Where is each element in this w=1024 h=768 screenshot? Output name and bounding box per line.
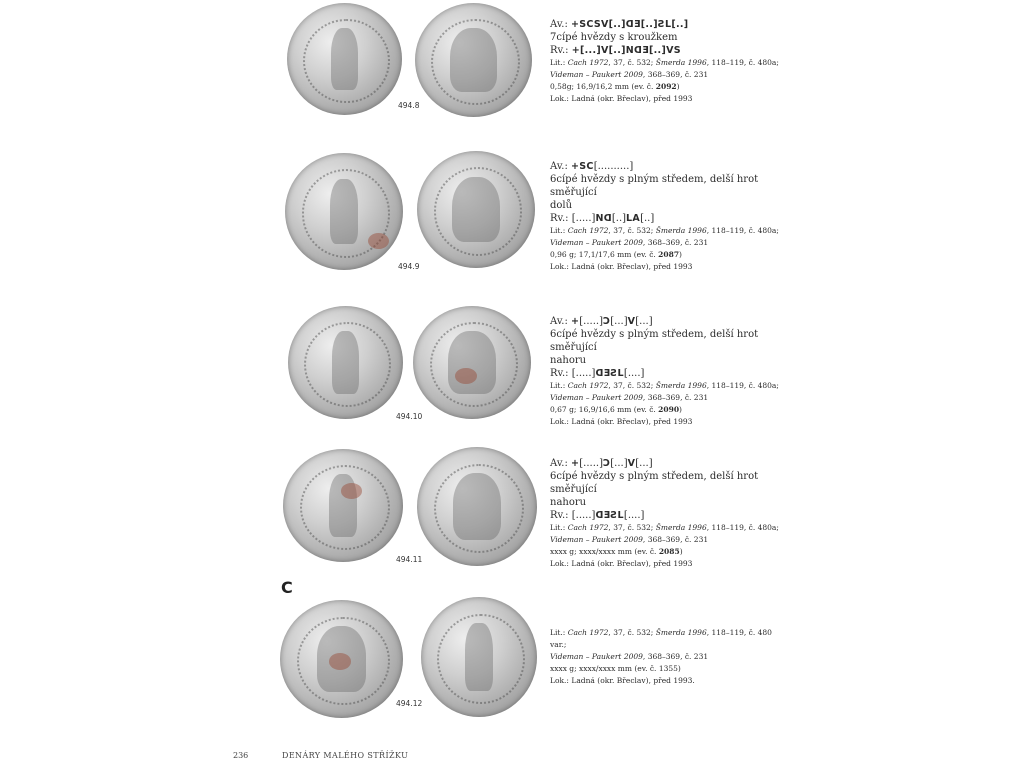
literature-line: Lit.: Cach 1972, 37, č. 532; Šmerda 1996, 118–119, č. 480a; bbox=[550, 523, 779, 532]
literature-line-2: Videman – Paukert 2009, 368–369, č. 231 bbox=[550, 652, 709, 661]
weight-diameter: xxxx g; xxxx/xxxx mm (ev. č. 2085) bbox=[550, 547, 683, 556]
coin-patina-spot bbox=[341, 483, 363, 499]
coin-description bbox=[550, 627, 790, 687]
reverse-legend: Rv.: [.....]ᗡƎƧL[....] bbox=[550, 368, 645, 379]
literature-line-2: Videman – Paukert 2009, 368–369, č. 231 bbox=[550, 393, 709, 402]
coin-patina-spot bbox=[455, 368, 476, 384]
obverse-description-cont: dolů bbox=[550, 200, 573, 211]
catalog-number: 494.12 bbox=[396, 699, 423, 708]
coin-obverse-image bbox=[285, 153, 403, 270]
obverse-legend: Av.: +[.....]Ↄ[...]V[...] bbox=[550, 316, 653, 327]
find-location: Lok.: Ladná (okr. Břeclav), před 1993. bbox=[550, 676, 695, 685]
find-location: Lok.: Ladná (okr. Břeclav), před 1993 bbox=[550, 94, 693, 103]
catalog-number: 494.9 bbox=[398, 262, 420, 271]
weight-diameter: 0,96 g; 17,1/17,6 mm (ev. č. 2087) bbox=[550, 250, 682, 259]
obverse-description-cont: nahoru bbox=[550, 497, 587, 508]
coin-description bbox=[550, 315, 790, 428]
section-heading: C bbox=[281, 578, 293, 597]
weight-diameter: 0,58g; 16,9/16,2 mm (ev. č. 2092) bbox=[550, 82, 680, 91]
obverse-description: 6cípé hvězdy s plným středem, delší hrot směřující bbox=[550, 329, 759, 353]
obverse-description: 6cípé hvězdy s plným středem, delší hrot směřující bbox=[550, 471, 759, 495]
coin-obverse-image bbox=[287, 3, 402, 115]
coin-description bbox=[550, 457, 790, 570]
coin-figure bbox=[465, 623, 493, 690]
coin-figure bbox=[332, 331, 360, 394]
obverse-legend: Av.: +SCSV[..]ᗡƎ[..]ƧL[..] bbox=[550, 19, 689, 30]
coin-reverse-image bbox=[417, 447, 537, 566]
coin-figure bbox=[331, 28, 359, 91]
running-title: DENÁRY MALÉHO STŘÍŽKU bbox=[282, 751, 409, 760]
obverse-legend: Av.: +SC[..........] bbox=[550, 161, 634, 172]
coin-patina-spot bbox=[329, 653, 351, 670]
catalog-number: 494.10 bbox=[396, 412, 423, 421]
coin-reverse-image bbox=[413, 306, 531, 419]
obverse-description: 6cípé hvězdy s plným středem, delší hrot směřující bbox=[550, 174, 759, 198]
coin-description bbox=[550, 18, 790, 105]
coin-figure bbox=[452, 177, 499, 243]
reverse-legend: Rv.: [.....]ᗡƎƧL[....] bbox=[550, 510, 645, 521]
coin-reverse-image bbox=[417, 151, 535, 268]
literature-line-2: Videman – Paukert 2009, 368–369, č. 231 bbox=[550, 535, 709, 544]
coin-reverse-image bbox=[415, 3, 532, 117]
coin-figure bbox=[453, 473, 501, 540]
coin-obverse-image bbox=[288, 306, 403, 419]
weight-diameter: xxxx g; xxxx/xxxx mm (ev. č. 1355) bbox=[550, 664, 681, 673]
coin-obverse-image bbox=[283, 449, 403, 562]
catalog-number: 494.8 bbox=[398, 101, 420, 110]
coin-obverse-image bbox=[280, 600, 403, 718]
obverse-description: 7cípé hvězdy s kroužkem bbox=[550, 32, 678, 43]
literature-line-2: Videman – Paukert 2009, 368–369, č. 231 bbox=[550, 70, 709, 79]
coin-reverse-image bbox=[421, 597, 537, 717]
literature-line: Lit.: Cach 1972, 37, č. 532; Šmerda 1996, 118–119, č. 480a; bbox=[550, 58, 779, 67]
coin-description bbox=[550, 160, 790, 273]
find-location: Lok.: Ladná (okr. Břeclav), před 1993 bbox=[550, 559, 693, 568]
catalog-number: 494.11 bbox=[396, 555, 423, 564]
coin-figure bbox=[330, 179, 358, 245]
obverse-legend: Av.: +[.....]Ↄ[...]V[...] bbox=[550, 458, 653, 469]
weight-diameter: 0,67 g; 16,9/16,6 mm (ev. č. 2090) bbox=[550, 405, 682, 414]
literature-line: Lit.: Cach 1972, 37, č. 532; Šmerda 1996, 118–119, č. 480a; bbox=[550, 226, 779, 235]
find-location: Lok.: Ladná (okr. Břeclav), před 1993 bbox=[550, 417, 693, 426]
find-location: Lok.: Ladná (okr. Břeclav), před 1993 bbox=[550, 262, 693, 271]
reverse-legend: Rv.: [.....]Nᗡ[..]LA[..] bbox=[550, 213, 655, 224]
literature-line-2: Videman – Paukert 2009, 368–369, č. 231 bbox=[550, 238, 709, 247]
literature-line: Lit.: Cach 1972, 37, č. 532; Šmerda 1996, 118–119, č. 480 var.; bbox=[550, 628, 772, 649]
reverse-legend: Rv.: +[...]V[..]NᗡƎ[..]VS bbox=[550, 45, 681, 56]
coin-patina-spot bbox=[368, 233, 389, 249]
coin-figure bbox=[450, 28, 497, 92]
obverse-description-cont: nahoru bbox=[550, 355, 587, 366]
coin-figure bbox=[448, 331, 495, 394]
page-number: 236 bbox=[233, 751, 249, 760]
literature-line: Lit.: Cach 1972, 37, č. 532; Šmerda 1996, 118–119, č. 480a; bbox=[550, 381, 779, 390]
